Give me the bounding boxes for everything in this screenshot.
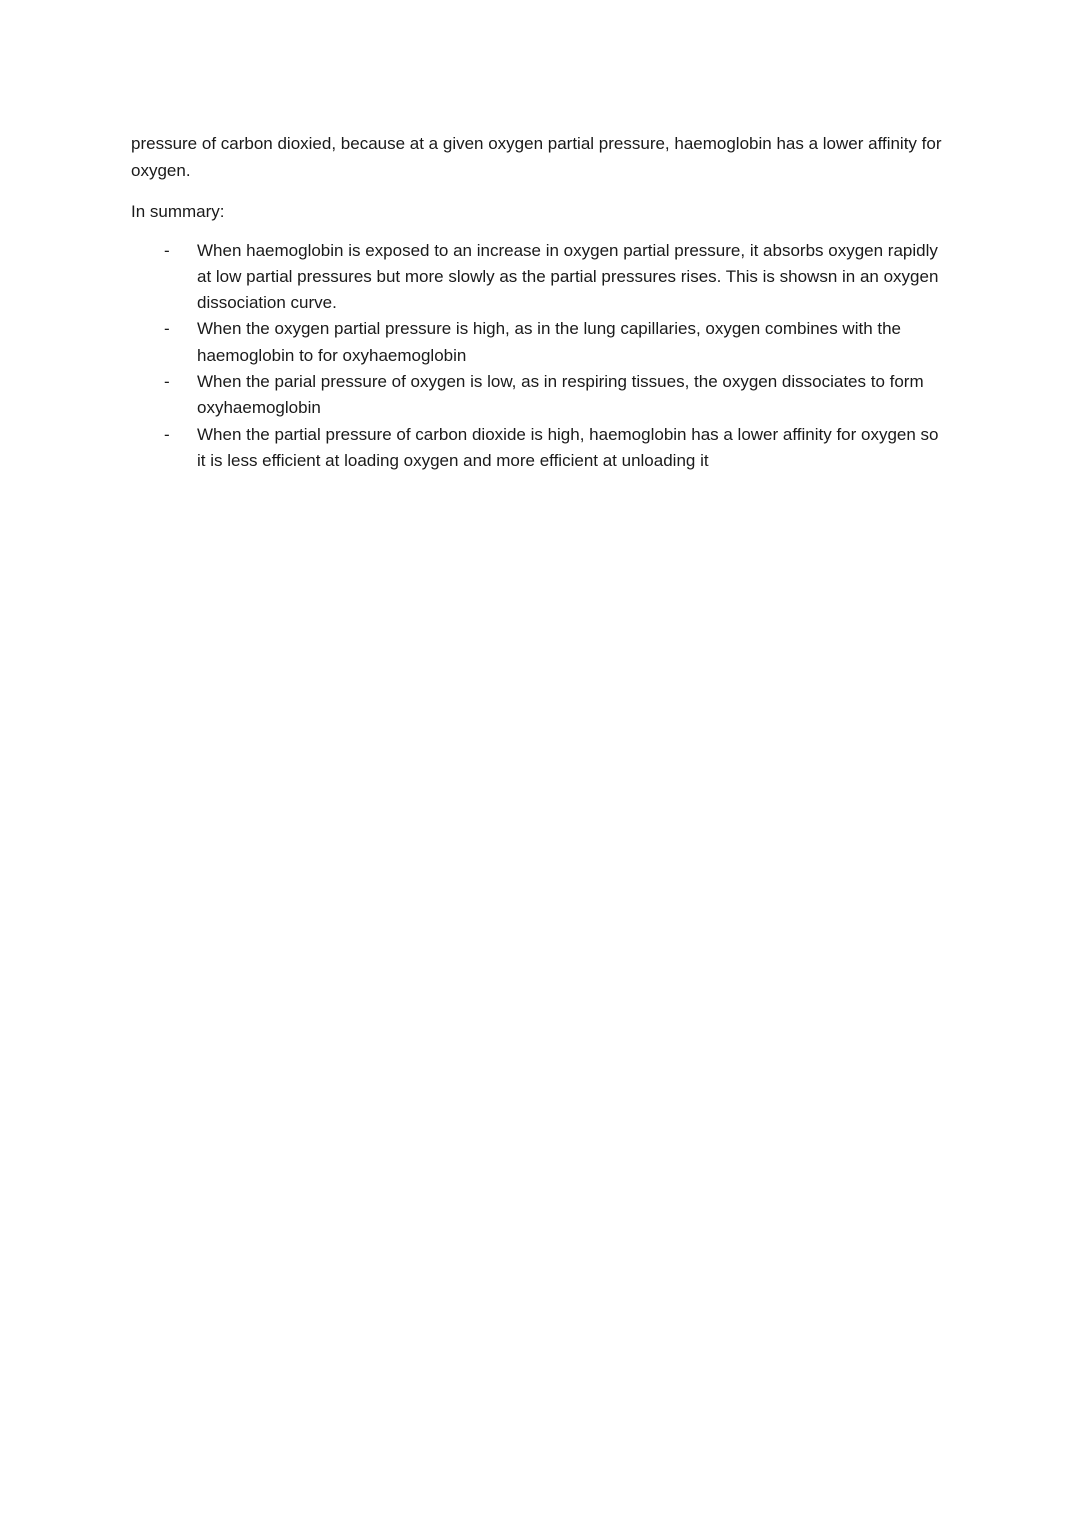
list-item-text: When the oxygen partial pressure is high, as in the lung capillaries, oxygen combines with the haemoglobin to for oxyhaemoglobin [197, 319, 901, 365]
intro-paragraph: pressure of carbon dioxied, because at a given oxygen partial pressure, haemoglobin has a lower affinity for oxygen. [131, 134, 942, 180]
list-item [131, 238, 951, 317]
list-item-text: When the parial pressure of oxygen is low, as in respiring tissues, the oxygen dissociates to form oxyhaemoglobin [197, 371, 924, 418]
list-item-text: When haemoglobin is exposed to an increase in oxygen partial pressure, it absorbs oxygen rapidly at low partial pressures but more slowly as the partial pressures rises. This is showsn in an oxygen dissociation curve. [197, 240, 939, 313]
summary-heading: In summary: [131, 202, 225, 221]
bullet-dash-icon: - [164, 319, 170, 339]
bullet-dash-icon: - [164, 240, 170, 260]
bullet-dash-icon: - [164, 371, 170, 391]
bullet-dash-icon: - [164, 424, 170, 444]
list-item-text: When the partial pressure of carbon dioxide is high, haemoglobin has a lower affinity for oxygen so it is less efficient at loading oxygen and more efficient at unloading it [197, 424, 939, 470]
document-page [131, 131, 951, 474]
list-item [131, 369, 951, 422]
list-item [131, 422, 951, 475]
summary-list [131, 238, 951, 475]
list-item [131, 316, 951, 369]
